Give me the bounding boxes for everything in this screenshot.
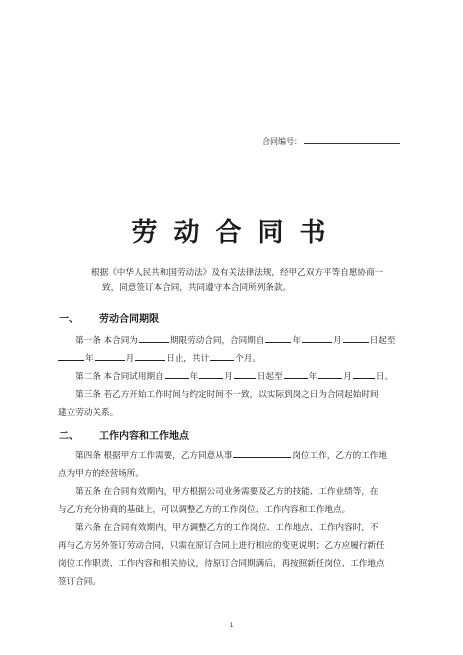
blank-term-type	[139, 333, 169, 343]
document-title: 劳动合同书	[131, 218, 342, 248]
section-heading-work	[59, 427, 189, 442]
clause-line: 建立劳动关系。	[58, 408, 119, 418]
clause-line: 与乙方充分协商的基础上，可以调整乙方的工作岗位、工作内容和工作地点。	[58, 505, 351, 515]
section-number: 二、	[59, 431, 79, 442]
clause-line: 第二条 本合同试用期自 年 月 日起至 年 月 日。	[58, 368, 412, 386]
clause-line: 第四条 根据甲方工作需要，乙方同意从事 岗位工作，乙方的工作地	[58, 447, 412, 465]
clause-1	[58, 332, 412, 368]
clause-line: 点为甲方的经营场所。	[58, 469, 144, 479]
blank-probation-end-year	[284, 369, 308, 379]
clause-line: 签订合同。	[58, 577, 101, 587]
clause-line: 第三条 若乙方开始工作时间与约定时间不一致，以实际到岗之日为合同起始时间	[75, 390, 379, 400]
blank-probation-start-year	[165, 369, 189, 379]
contract-number-blank	[304, 136, 400, 144]
blank-probation-end-day	[353, 369, 375, 379]
clause-line: 岗位工作职责、工作内容和相关协议，待原订合同期满后，再按照新任岗位、工作地点	[58, 559, 385, 569]
blank-end-month	[95, 351, 125, 361]
blank-probation-start-day	[234, 369, 256, 379]
clause-line: 年 月 日止，共计 个月。	[58, 350, 412, 368]
section-title: 劳动合同期限	[99, 314, 159, 325]
blank-start-year	[265, 333, 291, 343]
blank-end-year	[58, 351, 84, 361]
clause-2	[58, 368, 412, 386]
preamble-line: 致，同意签订本合同，共同遵守本合同所列条款。	[102, 283, 292, 293]
clause-line: 第一条 本合同为 期限劳动合同，合同期自 年 月 日起至	[58, 332, 412, 350]
blank-probation-end-month	[318, 369, 342, 379]
blank-start-month	[302, 333, 332, 343]
preamble-line: 根据《中华人民共和国劳动法》及有关法律法规，经甲乙双方平等自愿协商一	[91, 268, 384, 278]
clause-line: 第六条 在合同有效期内，甲方调整乙方的工作岗位、工作地点、工作内容时，不	[75, 523, 379, 533]
section-title: 工作内容和工作地点	[99, 431, 189, 442]
preamble	[58, 266, 414, 296]
clause-4	[58, 447, 412, 483]
clause-3	[58, 386, 412, 422]
section-heading-term	[59, 310, 159, 325]
clause-6	[58, 519, 412, 591]
contract-number-label: 合同编号：	[262, 137, 302, 146]
blank-months	[210, 351, 234, 361]
section-number: 一、	[59, 314, 79, 325]
clause-line: 第五条 在合同有效期内，甲方根据公司业务需要及乙方的技能、工作业绩等，在	[75, 487, 379, 497]
blank-probation-start-month	[199, 369, 223, 379]
contract-number-line	[262, 136, 400, 147]
clause-5	[58, 483, 412, 519]
blank-end-day	[135, 351, 165, 361]
clause-line: 再与乙方另外签订劳动合同，只需在原订合同上进行相应的变更说明；乙方应履行新任	[58, 541, 385, 551]
page-number: 1	[229, 622, 234, 629]
blank-position	[233, 448, 291, 458]
blank-start-day	[343, 333, 369, 343]
